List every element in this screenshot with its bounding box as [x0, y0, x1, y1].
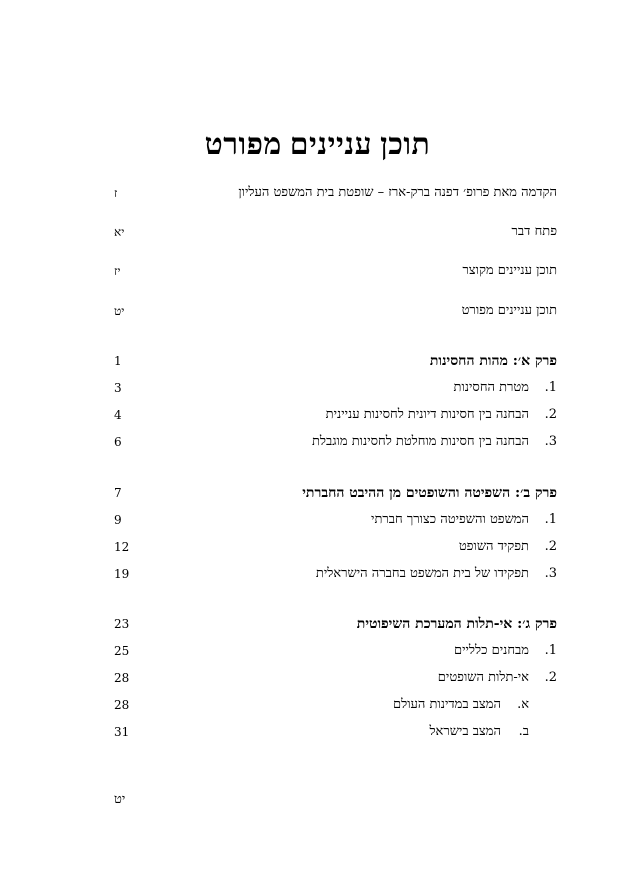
page-title: תוכן עניינים מפורט	[204, 128, 431, 161]
subsection-letter: א.	[517, 697, 529, 712]
section-text: תפקידו של בית המשפט בחברה הישראלית	[315, 566, 529, 581]
toc-entry-page: 4	[114, 408, 122, 422]
section-number: 2.	[544, 539, 557, 554]
chapter-heading[interactable]	[0, 351, 635, 371]
subsection-text: המצב במדינות העולם	[393, 697, 501, 712]
section-number: 1.	[544, 380, 557, 395]
section-number: 2.	[544, 670, 557, 685]
toc-entry-page: 1	[114, 354, 122, 368]
section-text: מבחנים כלליים	[454, 643, 529, 658]
toc-section[interactable]	[0, 641, 635, 661]
toc-entry[interactable]	[0, 301, 635, 321]
toc-section[interactable]	[0, 564, 635, 584]
section-text: הבחנה בין חסינות דיונית לחסינות עניינית	[325, 407, 529, 422]
page-number-footer: יט	[114, 792, 126, 807]
toc-section[interactable]	[0, 537, 635, 557]
toc-entry-page: 25	[114, 644, 130, 658]
section-number: 3.	[544, 566, 557, 581]
toc-entry[interactable]	[0, 261, 635, 281]
toc-entry-page: יא	[114, 225, 125, 239]
section-text: אי-תלות השופטים	[437, 670, 529, 685]
toc-subsection[interactable]	[0, 722, 635, 742]
toc-entry-page: יט	[114, 304, 125, 318]
section-text: המשפט והשפיטה כצורך חברתי	[371, 512, 529, 527]
toc-subsection[interactable]	[0, 695, 635, 715]
toc-section[interactable]	[0, 432, 635, 452]
subsection-text: המצב בישראל	[429, 724, 501, 739]
chapter-title: פרק ב׳: השפיטה והשופטים מן ההיבט החברתי	[302, 485, 557, 501]
toc-section[interactable]	[0, 510, 635, 530]
toc-section[interactable]	[0, 378, 635, 398]
toc-entry-page: 7	[114, 486, 122, 500]
toc-entry-page: ז	[114, 186, 118, 200]
chapter-title: פרק א׳: מהות החסינות	[429, 353, 557, 369]
section-number: 1.	[544, 512, 557, 527]
toc-section[interactable]	[0, 668, 635, 688]
subsection-letter: ב.	[518, 724, 529, 739]
toc-entry-page: 23	[114, 617, 130, 631]
toc-entry-page: 31	[114, 725, 130, 739]
section-number: 1.	[544, 643, 557, 658]
section-text: מטרת החסינות	[453, 380, 529, 395]
toc-entry-text: הקדמה מאת פרופ׳ דפנה ברק-ארז – שופטת בית המשפט העליון	[238, 185, 557, 200]
section-number: 3.	[544, 434, 557, 449]
toc-entry-page: 9	[114, 513, 122, 527]
toc-entry-page: 3	[114, 381, 122, 395]
toc-entry-page: 12	[114, 540, 130, 554]
toc-section[interactable]	[0, 405, 635, 425]
toc-entry[interactable]	[0, 222, 635, 242]
chapter-title: פרק ג׳: אי-תלות המערכת השיפוטית	[356, 616, 557, 632]
toc-entry[interactable]	[0, 183, 635, 203]
section-text: הבחנה בין חסינות מוחלטת לחסינות מוגבלת	[311, 434, 529, 449]
toc-entry-page: יז	[114, 264, 121, 278]
toc-entry-text: תוכן עניינים מפורט	[461, 303, 557, 318]
toc-entry-page: 28	[114, 671, 130, 685]
section-number: 2.	[544, 407, 557, 422]
chapter-heading[interactable]	[0, 614, 635, 634]
toc-entry-text: תוכן עניינים מקוצר	[462, 263, 557, 278]
section-text: תפקיד השופט	[458, 539, 529, 554]
toc-entry-page: 28	[114, 698, 130, 712]
toc-entry-text: פתח דבר	[511, 224, 557, 239]
toc-entry-page: 6	[114, 435, 122, 449]
toc-entry-page: 19	[114, 567, 130, 581]
chapter-heading[interactable]	[0, 483, 635, 503]
